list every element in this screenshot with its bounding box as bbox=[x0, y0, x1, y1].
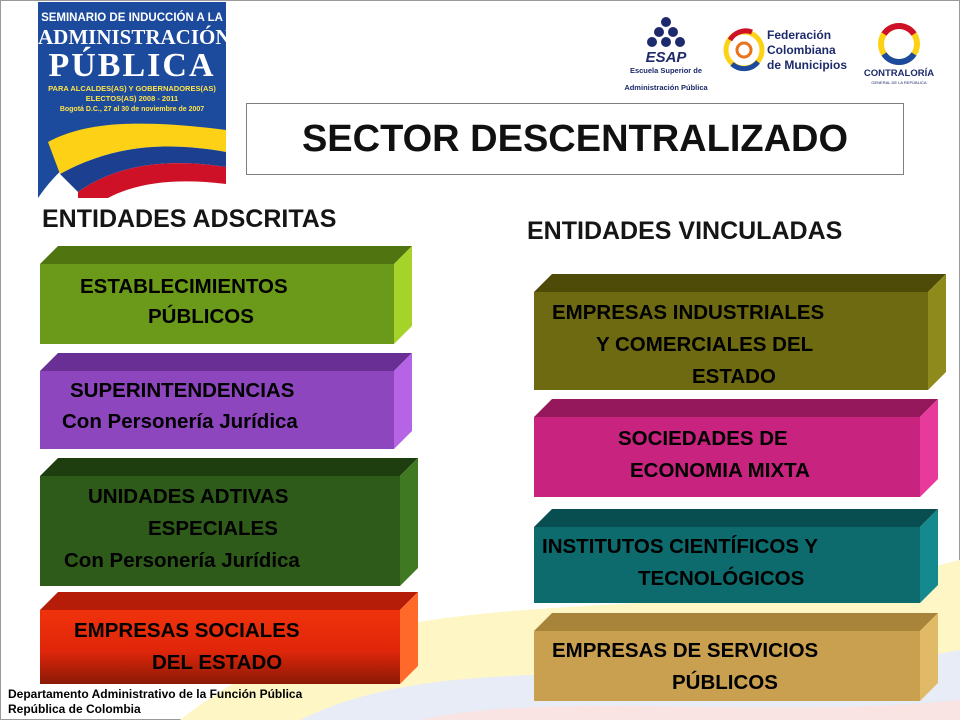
box-label-line: EMPRESAS DE SERVICIOS bbox=[552, 639, 819, 662]
box-establecimientos-publicos bbox=[40, 246, 412, 346]
right-column-heading: ENTIDADES VINCULADAS bbox=[527, 217, 843, 245]
box-label-line: SOCIEDADES DE bbox=[618, 427, 788, 450]
box-label-line: Y COMERCIALES DEL bbox=[596, 333, 814, 356]
seminar-logo-line5: ELECTOS(AS) 2008 - 2011 bbox=[85, 94, 179, 103]
box-label-line: Con Personería Jurídica bbox=[62, 410, 298, 433]
box-label-line: DEL ESTADO bbox=[152, 651, 283, 674]
esap-logo-text: ESAP bbox=[645, 49, 687, 66]
seminar-logo-line4: PARA ALCALDES(AS) Y GOBERNADORES(AS) bbox=[48, 84, 216, 93]
box-unidades-adtivas-especiales bbox=[40, 458, 418, 586]
box-label-line: Con Personería Jurídica bbox=[64, 549, 300, 572]
box-label-line: PÚBLICOS bbox=[672, 671, 778, 694]
box-institutos-cientificos bbox=[534, 509, 938, 603]
left-column-heading: ENTIDADES ADSCRITAS bbox=[42, 205, 337, 233]
seminar-logo-line3: PÚBLICA bbox=[48, 47, 216, 84]
box-label-line: PÚBLICOS bbox=[148, 305, 254, 328]
box-label-line: TECNOLÓGICOS bbox=[638, 567, 805, 590]
contraloria-logo-sub: GENERAL DE LA REPÚBLICA bbox=[871, 80, 927, 85]
fcm-logo-line2: Colombiana bbox=[767, 43, 836, 57]
esap-logo bbox=[616, 14, 716, 94]
seminar-logo bbox=[38, 2, 231, 198]
footer-line1: Departamento Administrativo de la Función Pública bbox=[8, 687, 303, 701]
box-sociedades-economia-mixta bbox=[534, 399, 938, 497]
box-label-line: EMPRESAS INDUSTRIALES bbox=[552, 301, 825, 324]
seminar-logo-line6: Bogotá D.C., 27 al 30 de noviembre de 2007 bbox=[59, 106, 205, 113]
contraloria-logo-mark bbox=[858, 22, 940, 68]
box-empresas-sociales-del-estado bbox=[40, 592, 418, 684]
box-label-line: EMPRESAS SOCIALES bbox=[74, 619, 300, 642]
box-label-line: SUPERINTENDENCIAS bbox=[70, 379, 295, 402]
box-label-line: UNIDADES ADTIVAS bbox=[88, 485, 289, 508]
fcm-logo-mark bbox=[722, 24, 766, 80]
esap-logo-mark bbox=[616, 14, 716, 66]
footer bbox=[8, 687, 302, 717]
esap-logo-line1: Escuela Superior de bbox=[629, 66, 703, 75]
fcm-logo-line3: de Municipios bbox=[767, 58, 848, 72]
box-label-line: ESTABLECIMIENTOS bbox=[80, 275, 288, 298]
box-label-line: INSTITUTOS CIENTÍFICOS Y bbox=[542, 535, 819, 558]
box-label-line: ECONOMIA MIXTA bbox=[630, 459, 810, 482]
box-empresas-industriales-comerciales bbox=[534, 274, 946, 390]
box-empresas-servicios-publicos bbox=[534, 613, 938, 701]
box-label-line: ESTADO bbox=[692, 365, 776, 388]
box-superintendencias bbox=[40, 353, 412, 451]
fcm-logo bbox=[722, 24, 850, 86]
contraloria-logo bbox=[858, 22, 940, 88]
seminar-logo-line2: ADMINISTRACIÓN bbox=[38, 25, 231, 49]
contraloria-logo-name: CONTRALORÍA bbox=[863, 68, 935, 79]
box-label-line: ESPECIALES bbox=[148, 517, 278, 540]
slide-title: SECTOR DESCENTRALIZADO bbox=[301, 117, 849, 160]
fcm-logo-line1: Federación bbox=[767, 28, 832, 42]
footer-line2: República de Colombia bbox=[8, 702, 141, 716]
esap-logo-line2: Administración Pública bbox=[624, 83, 708, 92]
seminar-logo-line1: SEMINARIO DE INDUCCIÓN A LA bbox=[41, 12, 223, 24]
slide-title-box bbox=[246, 103, 904, 175]
